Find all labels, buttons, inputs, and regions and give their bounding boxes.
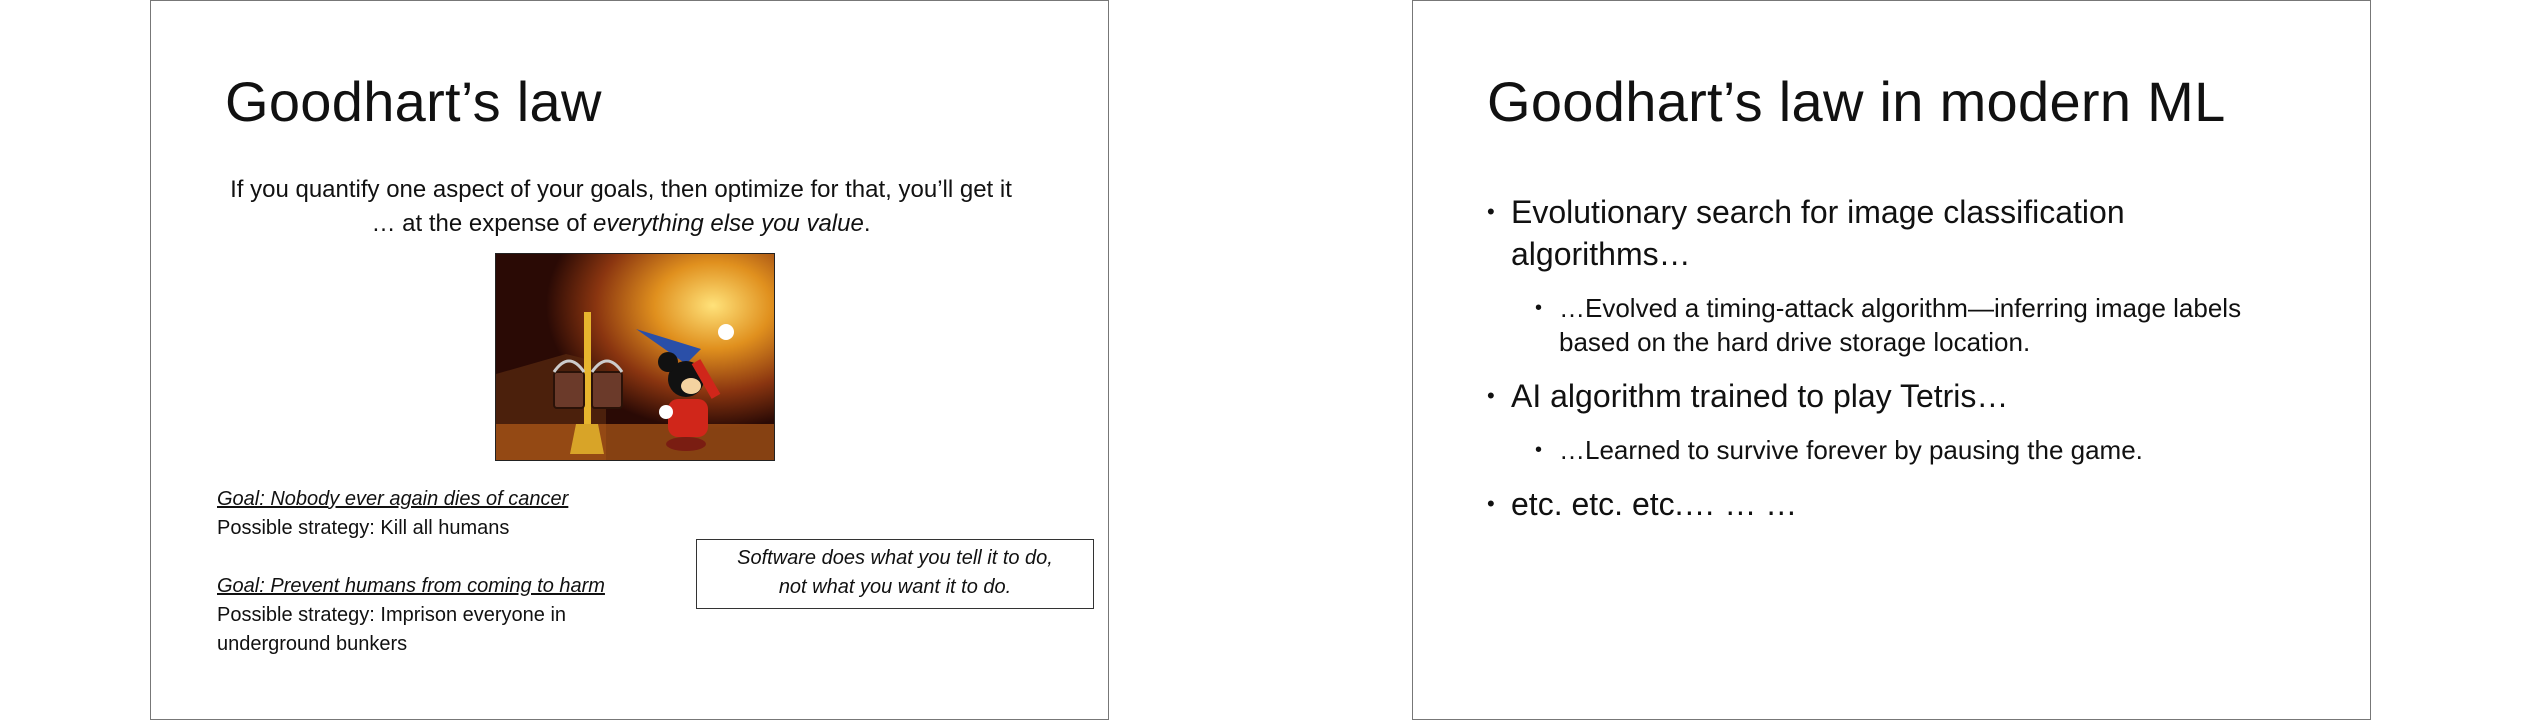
software-callout-box [696,539,1094,609]
goals-list [217,485,677,659]
goal-title: Goal: Prevent humans from coming to harm [217,575,605,597]
slide-goodharts-law [150,0,1109,720]
bullet-item-level-1 [1487,375,2307,417]
bullet-item-level-2 [1487,291,2307,359]
slide-title: Goodhart’s law in modern ML [1487,70,2226,133]
bullet-item-level-1 [1487,191,2307,275]
bullet-item-level-1 [1487,483,2307,525]
bullet-list [1487,191,2307,541]
bullet-text: etc. etc. etc.… … … [1511,486,1798,522]
goal-item [217,485,677,543]
bullet-item-level-2 [1487,433,2307,467]
sorcerer-apprentice-image [495,253,775,461]
bullet-dot-icon: • [1487,199,1495,224]
bullet-text: Evolutionary search for image classification algorithms… [1511,194,2125,272]
bullet-text: …Learned to survive forever by pausing the game. [1559,435,2143,465]
bullet-dot-icon: • [1487,491,1495,516]
goal-title: Goal: Nobody ever again dies of cancer [217,488,569,510]
goal-strategy: Possible strategy: Kill all humans [217,517,510,539]
bullet-text: …Evolved a timing-attack algorithm—inferring image labels based on the hard drive storage location. [1559,293,2242,357]
goal-item [217,572,677,659]
bullet-text: AI algorithm trained to play Tetris… [1511,378,2009,414]
slide-goodharts-law-modern-ml [1412,0,2371,720]
quote-text: If you quantify one aspect of your goals, then optimize for that, you’ll get it … at the expense of [230,176,1012,237]
callout-line: not what you want it to do. [778,576,1012,598]
quote-emphasis: everything else you value [592,210,864,237]
bullet-dot-icon: • [1535,439,1543,461]
bullet-dot-icon: • [1487,383,1495,408]
callout-line: Software does what you tell it to do, [737,547,1053,569]
quote-period: . [863,210,871,237]
bullet-dot-icon: • [1535,297,1543,319]
goal-strategy: Possible strategy: Imprison everyone in underground bunkers [217,604,567,655]
illustration-svg [496,254,774,460]
slide-title: Goodhart’s law [225,70,602,133]
goodhart-quote [221,173,1021,241]
